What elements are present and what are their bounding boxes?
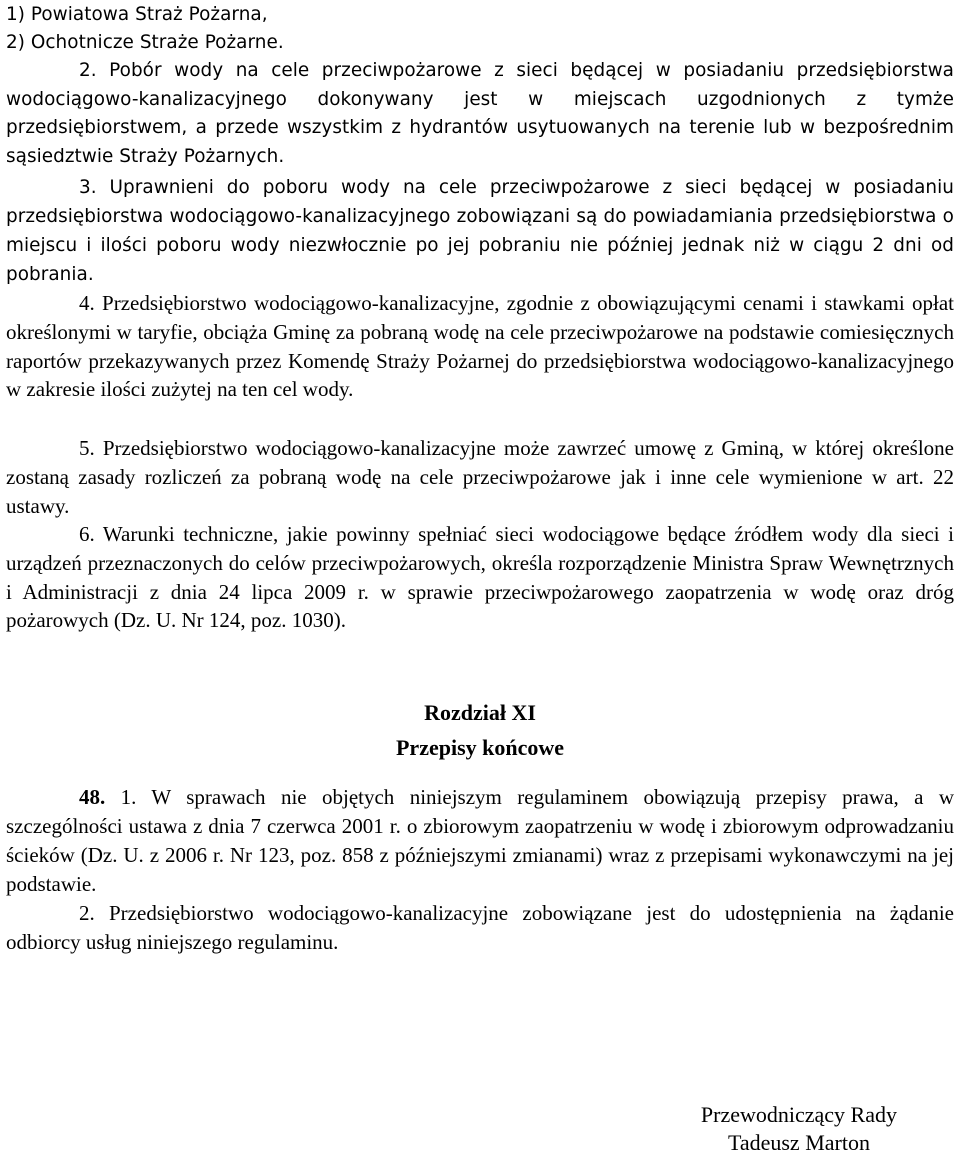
section-number: 48. <box>79 785 106 809</box>
paragraph-3-first: 3. Uprawnieni do poboru wody na cele przeciwpożarowe z sieci będącej w posiadaniu <box>79 177 954 198</box>
paragraph-4: 4. Przedsiębiorstwo wodociągowo-kanalizacyjne, zgodnie z obowiązującymi cenami i stawkami opłat określonymi w taryfie, obciąża Gminę za pobraną wodę na cele przeciwpożarowe na podstawie comiesięcznych raportów przekazywanych przez Komendę Straży Pożarnej do przedsiębiorstwa wodociągowo-kanalizacyjnego w zakresie ilości zużytej na ten cel wody. <box>6 291 954 402</box>
section-48-p1 <box>6 783 954 899</box>
list-item-ochotnicze: 2) Ochotnicze Straże Pożarne. <box>6 32 284 53</box>
chapter-heading <box>6 695 954 765</box>
paragraph-3 <box>6 173 954 289</box>
paragraph-3-rest: przedsiębiorstwa wodociągowo-kanalizacyjnego zobowiązani są do powiadamiania przedsiębiorstwa o miejscu i ilości poboru wody niezwłocznie po jej pobraniu nie później jednak niż w ciągu 2 dni od pobrania. <box>6 206 954 285</box>
section-48-p1-text: 1. W sprawach nie objętych niniejszym regulaminem obowiązują przepisy prawa, a w szczególności ustawa z dnia 7 czerwca 2001 r. o zbiorowym zaopatrzeniu w wodę i zbiorowym odprowadzaniu ścieków (Dz. U. z 2006 r. Nr 123, poz. 858 z późniejszymi zmianami) wraz z przepisami wykonawczymi na jej podstawie. <box>6 785 955 896</box>
paragraph-6: 6. Warunki techniczne, jakie powinny spełniać sieci wodociągowe będące źródłem wody dla sieci i urządzeń przeznaczonych do celów przeciwpożarowych, określa rozporządzenie Ministra Spraw Wewnętrznych i Administracji z dnia 24 lipca 2009 r. w sprawie przeciwpożarowego zaopatrzenia w wodę oraz dróg pożarowych (Dz. U. Nr 124, poz. 1030). <box>6 522 954 633</box>
signature-block <box>701 1101 897 1157</box>
chapter-title: Rozdział XI <box>424 700 536 725</box>
signature-role: Przewodniczący Rady <box>700 1102 897 1127</box>
list-item-powiatowa: 1) Powiatowa Straż Pożarna, <box>6 4 268 25</box>
paragraph-3-text <box>6 173 954 289</box>
paragraph-5: 5. Przedsiębiorstwo wodociągowo-kanalizacyjne może zawrzeć umowę z Gminą, w której określone zostaną zasady rozliczeń za pobraną wodę na cele przeciwpożarowe jak i inne cele wymienione w art. 22 ustawy. <box>6 436 954 518</box>
paragraph-2: 2. Pobór wody na cele przeciwpożarowe z sieci będącej w posiadaniu przedsiębiorstwa wodociągowo-kanalizacyjnego dokonywany jest w miejscach uzgodnionych z tymże przedsiębiorstwem, a przede wszystkim z hydrantów usytuowanych na terenie lub w bezpośrednim sąsiedztwie Straży Pożarnych. <box>6 60 954 167</box>
chapter-subtitle: Przepisy końcowe <box>395 735 565 760</box>
signature-name: Tadeusz Marton <box>727 1130 870 1155</box>
section-48-p2: 2. Przedsiębiorstwo wodociągowo-kanalizacyjne zobowiązane jest do udostępnienia na żądanie odbiorcy usług niniejszego regulaminu. <box>6 901 954 954</box>
